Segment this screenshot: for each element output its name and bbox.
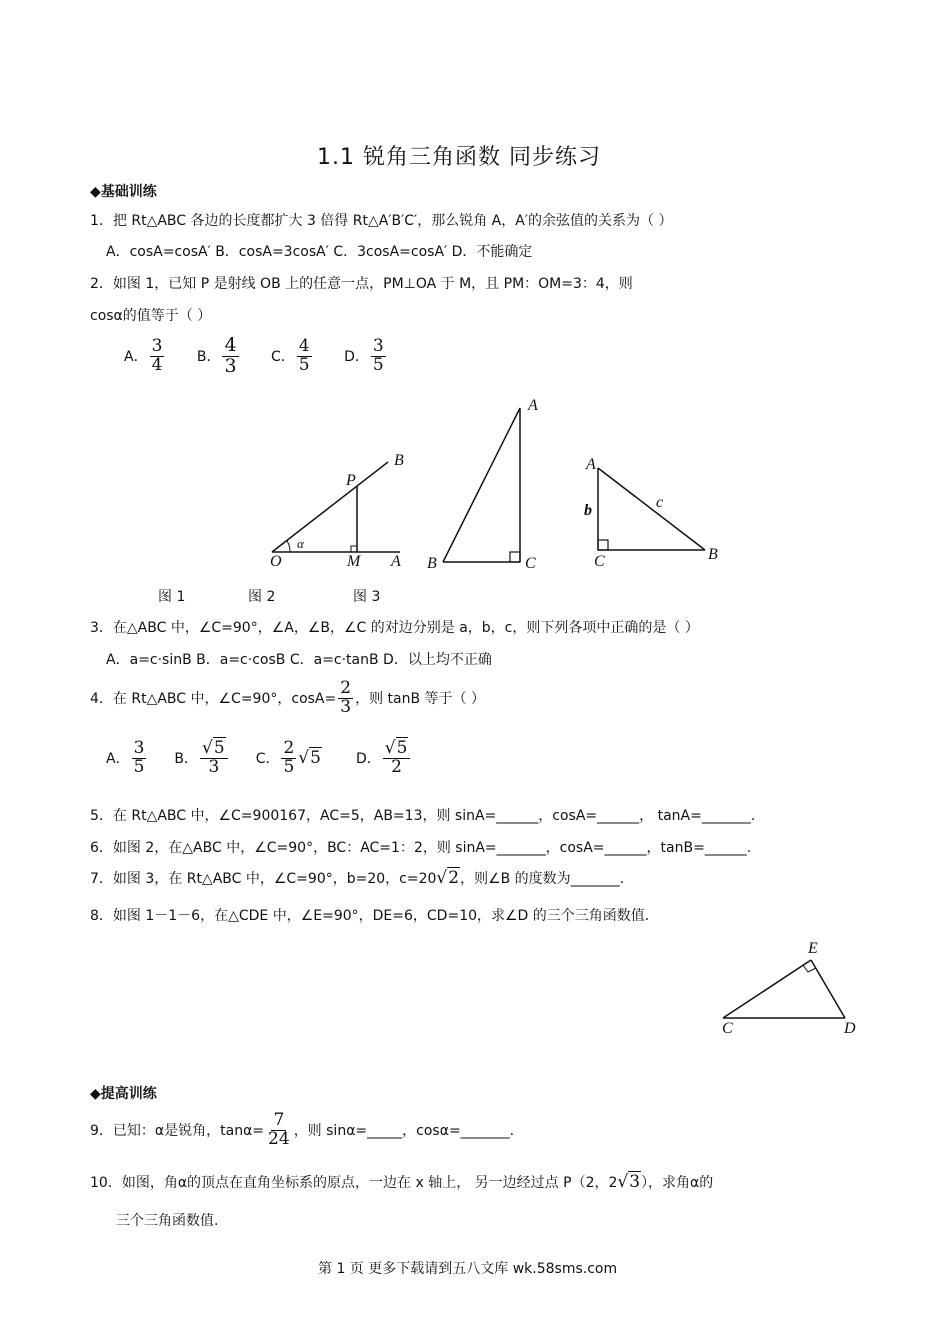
q9-tan-fraction: $\frac{7}{24}$ [268,1110,290,1149]
question-10-line1: 10．如图，角α的顶点在直角坐标系的原点，一边在 x 轴上， 另一边经过点 P（2，2 √3 ），求角α的 [90,1172,714,1192]
question-7: 7．如图 3，在 Rt△ABC 中，∠C=90°，b=20，c=20 √2 ，则∠B 的度数为_______. [90,868,625,888]
question-2-line2: cosα的值等于（ ） [90,308,212,324]
question-5: 5．在 Rt△ABC 中，∠C=900167，AC=5，AB=13，则 sinA=______，cosA=______， tanA=_______. [90,808,756,824]
figure-caption-2: 图 2 [248,589,276,605]
fig3-label-b-side: b [584,502,592,519]
q4-option-a: A． $\frac{3}{5}$ [106,738,145,777]
fig1-label-o: O [270,553,282,570]
figure-caption-3: 图 3 [353,589,381,605]
q2-option-b: B． $\frac{4}{3}$ [196,334,237,377]
figure-3 [590,460,715,560]
q7-sqrt: √2 [436,868,460,888]
question-2-line1: 2．如图 1，已知 P 是射线 OB 上的任意一点，PM⊥OA 于 M，且 PM：OM=3：4，则 [90,276,633,292]
question-10-line2: 三个三角函数值. [116,1213,219,1229]
fig1-label-m: M [347,553,361,570]
figq8-label-c: C [722,1020,733,1037]
fig3-label-b: B [708,546,718,563]
q4-cos-fraction: $\frac{2}{3}$ [340,678,352,717]
fig3-label-c-side: c [656,494,664,511]
q4-option-d: D． $\frac{√5}{2}$ [356,740,412,777]
figq8-label-e: E [808,940,818,957]
q2-option-a: A． $\frac{3}{4}$ [124,336,163,375]
fig3-label-c: C [594,553,605,570]
fig2-label-c: C [525,555,536,572]
question-3-options: A．a=c·sinB B．a=c·cosB C．a=c·tanB D．以上均不正确 [106,652,492,668]
fig3-label-a: A [586,456,596,473]
figure-2 [435,400,535,570]
q10-sqrt: √3 [617,1172,641,1192]
q2-option-c: C． $\frac{4}{5}$ [271,336,310,375]
fig1-label-alpha: α [297,536,304,551]
q4-option-b: B． $\frac{√5}{3}$ [174,740,229,777]
question-4-options [106,740,412,777]
question-3: 3．在△ABC 中，∠C=90°，∠A，∠B，∠C 的对边分别是 a，b，c，则下列各项中正确的是（ ） [90,620,699,636]
figure-caption-1: 图 1 [158,589,186,605]
section-basic-heading: ◆基础训练 [90,184,157,200]
figq8-label-d: D [844,1020,856,1037]
question-8: 8．如图 1－1－6，在△CDE 中，∠E=90°，DE=6，CD=10，求∠D 的三个三角函数值. [90,908,650,924]
q2-option-d: D． $\frac{3}{5}$ [344,336,384,375]
question-9: 9．已知：α是锐角，tanα= $\frac{7}{24}$ ，则 sinα=_____，cosα=_______. [90,1110,515,1149]
fig1-label-a: A [391,553,401,570]
question-6: 6．如图 2，在△ABC 中，∠C=90°，BC：AC=1：2，则 sinA=_______，cosA=______，tanB=______. [90,840,752,856]
figure-1 [260,450,410,575]
question-2-options [124,336,388,377]
fig2-label-a: A [528,397,538,414]
page-title: 1.1 锐角三角函数 同步练习 [317,145,601,170]
q4-option-c: C． $\frac{2}{5}$ √5 [255,738,321,777]
question-1-options: A．cosA=cosA′ B．cosA=3cosA′ C．3cosA=cosA′ D．不能确定 [106,244,533,260]
fig1-label-p: P [346,472,356,489]
section-advanced-heading: ◆提高训练 [90,1086,157,1102]
page-footer: 第 1 页 更多下载请到五八文库 wk.58sms.com [318,1261,618,1277]
figure-q8 [715,950,860,1025]
fig2-label-b: B [427,555,437,572]
question-4: 4．在 Rt△ABC 中，∠C=90°，cosA= $\frac{2}{3}$ ，则 tanB 等于（ ） [90,678,485,717]
question-1: 1．把 Rt△ABC 各边的长度都扩大 3 倍得 Rt△A′B′C′，那么锐角 A，A′的余弦值的关系为（ ） [90,213,673,229]
fig1-label-b: B [394,452,404,469]
